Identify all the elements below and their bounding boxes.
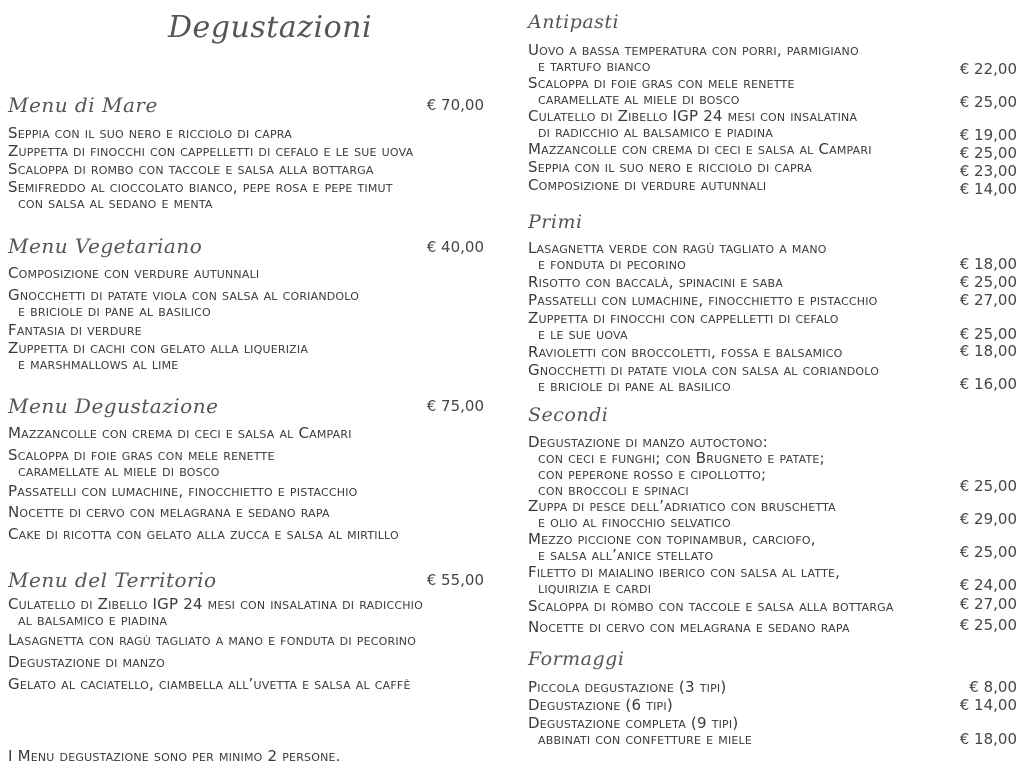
menu-items-mare	[8, 125, 413, 211]
item-price: € 18,00	[959, 255, 1017, 273]
item-price: € 16,00	[959, 375, 1017, 393]
footnote: I Menu degustazione sono per minimo 2 persone.	[8, 747, 341, 765]
item-price: € 25,00	[959, 144, 1017, 162]
menu-items-degustazione	[8, 425, 399, 542]
menu-item: Scaloppa di rombo con taccole e salsa alla bottarga	[528, 597, 894, 615]
menu-items-territorio	[8, 596, 423, 692]
menu-item: Risotto con baccalà, spinacini e saba	[528, 273, 784, 291]
item-price: € 27,00	[959, 291, 1017, 309]
section-title-secondi: Secondi	[528, 404, 609, 426]
menu-title-mare: Menu di Mare	[8, 93, 158, 117]
menu-item-continued: e fonduta di pecorino	[538, 255, 686, 273]
menu-price-mare: € 70,00	[426, 96, 484, 114]
menu-item: Zuppetta di finocchi con cappelletti di cefalo e le sue uova	[8, 142, 414, 160]
section-items-formaggi	[528, 679, 752, 747]
menu-item: Gnocchetti di patate viola con salsa al coriandolo	[8, 286, 360, 304]
menu-item: Ravioletti con broccoletti, fossa e balsamico	[528, 343, 843, 361]
section-title-formaggi: Formaggi	[528, 648, 625, 670]
menu-item-continued: e salsa all’anice stellato	[538, 546, 714, 564]
menu-item: Scaloppa di foie gras con mele renette	[8, 446, 275, 464]
item-price: € 22,00	[959, 60, 1017, 78]
menu-title-degustazione: Menu Degustazione	[8, 394, 219, 418]
menu-item-continued: e olio al finocchio selvatico	[538, 513, 731, 531]
item-price: € 25,00	[959, 616, 1017, 634]
menu-item: Lasagnetta verde con ragù tagliato a mano	[528, 239, 827, 257]
menu-item: Mazzancolle con crema di ceci e salsa al Campari	[528, 140, 872, 158]
menu-item: Composizione con verdure autunnali	[8, 264, 260, 282]
item-price: € 23,00	[959, 162, 1017, 180]
section-title-antipasti: Antipasti	[528, 11, 620, 33]
menu-item: Degustazione di manzo autoctono:	[528, 433, 768, 451]
menu-item-continued: con salsa al sedano e menta	[18, 194, 213, 212]
menu-price-vegetariano: € 40,00	[426, 238, 484, 256]
menu-item-continued: e tartufo bianco	[538, 57, 651, 75]
item-price: € 25,00	[959, 477, 1017, 495]
menu-item: Gelato al caciatello, ciambella all’uvetta e salsa al caffè	[8, 675, 411, 693]
menu-item: Culatello di Zibello IGP 24 mesi con insalatina di radicchio	[8, 595, 423, 613]
menu-price-degustazione: € 75,00	[426, 397, 484, 415]
menu-item: Scaloppa di rombo con taccole e salsa alla bottarga	[8, 160, 374, 178]
menu-item-continued: caramellate al miele di bosco	[538, 90, 740, 108]
item-price: € 27,00	[959, 595, 1017, 613]
item-price: € 29,00	[959, 510, 1017, 528]
menu-item-continued: abbinati con confetture e miele	[538, 730, 753, 748]
item-price: € 25,00	[959, 93, 1017, 111]
item-price: € 25,00	[959, 543, 1017, 561]
menu-item: Mazzancolle con crema di ceci e salsa al Campari	[8, 424, 352, 442]
menu-item: Zuppa di pesce dell’adriatico con bruschetta	[528, 497, 836, 515]
section-items-antipasti	[528, 42, 872, 193]
section-items-primi	[528, 240, 879, 394]
menu-item-continued: e le sue uova	[538, 325, 628, 343]
menu-item-continued: liquirizia e cardi	[538, 579, 652, 597]
menu-item-continued: di radicchio al balsamico e piadina	[538, 123, 773, 141]
menu-item: Degustazione (6 tipi)	[528, 696, 673, 714]
item-price: € 14,00	[959, 180, 1017, 198]
menu-item: Culatello di Zibello IGP 24 mesi con insalatina	[528, 107, 858, 125]
menu-item-continued: e briciole di pane al basilico	[18, 302, 211, 320]
item-price: € 25,00	[959, 325, 1017, 343]
item-price: € 18,00	[959, 342, 1017, 360]
menu-item: Zuppetta di finocchi con cappelletti di cefalo	[528, 309, 839, 327]
menu-item: Composizione di verdure autunnali	[528, 176, 767, 194]
section-items-secondi	[528, 434, 894, 635]
menu-item-continued: con broccoli e spinaci	[538, 481, 689, 499]
section-title-primi: Primi	[528, 211, 583, 233]
menu-item: Fantasia di verdure	[8, 321, 142, 339]
menu-item-continued: al balsamico e piadina	[18, 611, 168, 629]
item-price: € 18,00	[959, 730, 1017, 748]
menu-item: Degustazione di manzo	[8, 653, 165, 671]
menu-item: Uovo a bassa temperatura con porri, parmigiano	[528, 41, 859, 59]
menu-item: Passatelli con lumachine, finocchietto e pistacchio	[528, 291, 878, 309]
menu-item: Semifreddo al cioccolato bianco, pepe rosa e pepe timut	[8, 178, 393, 196]
menu-item-continued: con ceci e funghi; con Brugneto e patate;	[538, 449, 825, 467]
menu-items-vegetariano	[8, 265, 359, 372]
page-title: Degustazioni	[168, 10, 373, 45]
menu-title-territorio: Menu del Territorio	[8, 568, 217, 592]
menu-item: Passatelli con lumachine, finocchietto e pistacchio	[8, 482, 358, 500]
menu-item: Cake di ricotta con gelato alla zucca e salsa al mirtillo	[8, 525, 399, 543]
menu-item: Lasagnetta con ragù tagliato a mano e fonduta di pecorino	[8, 631, 417, 649]
item-price: € 25,00	[959, 273, 1017, 291]
menu-item: Nocette di cervo con melagrana e sedano rapa	[528, 618, 850, 636]
menu-item: Filetto di maialino iberico con salsa al latte,	[528, 563, 841, 581]
menu-price-territorio: € 55,00	[426, 571, 484, 589]
item-price: € 14,00	[959, 696, 1017, 714]
item-price: € 24,00	[959, 576, 1017, 594]
menu-item: Piccola degustazione (3 tipi)	[528, 678, 727, 696]
menu-title-vegetariano: Menu Vegetariano	[8, 234, 203, 258]
menu-item: Seppia con il suo nero e ricciolo di capra	[8, 124, 292, 142]
item-price: € 19,00	[959, 126, 1017, 144]
menu-item: Mezzo piccione con topinambur, carciofo,	[528, 530, 816, 548]
menu-item-continued: e briciole di pane al basilico	[538, 377, 731, 395]
menu-item-continued: caramellate al miele di bosco	[18, 462, 220, 480]
menu-item-continued: e marshmallows al lime	[18, 355, 179, 373]
menu-item: Zuppetta di cachi con gelato alla liquerizia	[8, 339, 309, 357]
menu-item-continued: con peperone rosso e cipollotto;	[538, 465, 767, 483]
menu-item: Nocette di cervo con melagrana e sedano rapa	[8, 503, 330, 521]
menu-item: Scaloppa di foie gras con mele renette	[528, 74, 795, 92]
menu-item: Degustazione completa (9 tipi)	[528, 714, 739, 732]
menu-item: Seppia con il suo nero e ricciolo di capra	[528, 158, 812, 176]
item-price: € 8,00	[969, 678, 1017, 696]
menu-item: Gnocchetti di patate viola con salsa al coriandolo	[528, 361, 880, 379]
